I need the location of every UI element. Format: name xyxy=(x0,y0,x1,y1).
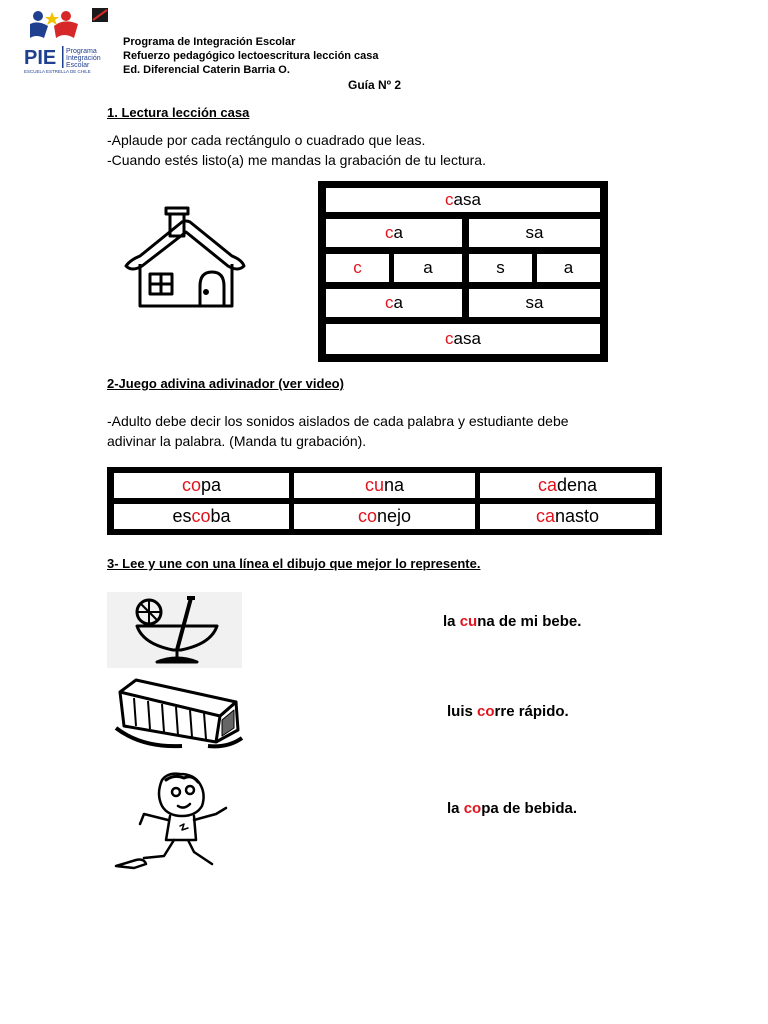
syllable-row-3-cell-2: a xyxy=(394,254,462,282)
syllable-row-3-cell-3: s xyxy=(469,254,532,282)
svg-text:Integración: Integración xyxy=(66,55,101,62)
svg-text:Programa: Programa xyxy=(66,48,97,55)
cradle-drawing-icon xyxy=(112,676,247,757)
syllable-row-2-cell-2: sa xyxy=(469,219,600,247)
syllable-row-2-cell-1: c a xyxy=(326,219,462,247)
header-line-3: Ed. Diferencial Caterin Barria O. xyxy=(123,64,290,76)
syllable-row-5: c asa xyxy=(326,324,600,354)
section-1-instructions xyxy=(107,130,486,170)
section-2-instruction-2: adivinar la palabra. (Manda tu grabación). xyxy=(107,433,367,449)
section-2-instructions xyxy=(107,411,569,451)
section-1-instruction-1: -Aplaude por cada rectángulo o cuadrado que leas. xyxy=(107,132,426,148)
drink-cup-drawing-icon xyxy=(107,592,242,668)
pie-logo-icon xyxy=(24,8,114,74)
svg-text:PIE: PIE xyxy=(24,47,57,69)
syllable-row-3-cell-4: a xyxy=(537,254,600,282)
guide-number: Guía Nº 2 xyxy=(348,78,402,92)
section-1-instruction-2: -Cuando estés listo(a) me mandas la grabación de tu lectura. xyxy=(107,152,486,168)
section-3-title: 3- Lee y une con una línea el dibujo que mejor lo represente. xyxy=(107,556,481,571)
header-line-2: Refuerzo pedagógico lectoescritura lección casa xyxy=(123,50,379,62)
svg-text:Escolar: Escolar xyxy=(66,62,90,69)
sentence-corre: luis corre rápido. xyxy=(447,703,569,720)
svg-text:ESCUELA ESTRELLA DE CHILE: ESCUELA ESTRELLA DE CHILE xyxy=(24,69,91,74)
syllable-row-4-cell-2: sa xyxy=(469,289,600,317)
word-table xyxy=(107,467,662,535)
sentence-copa: la copa de bebida. xyxy=(447,800,578,817)
word-cell-escoba: es co ba xyxy=(114,504,289,529)
running-boy-drawing-icon xyxy=(108,770,243,875)
section-2-instruction-1: -Adulto debe decir los sonidos aislados de cada palabra y estudiante debe xyxy=(107,413,569,429)
section-1-title: 1. Lectura lección casa xyxy=(107,105,250,120)
header-lines xyxy=(123,35,379,77)
sentence-cuna: la cuna de mi bebe. xyxy=(443,613,582,630)
word-cell-conejo: co nejo xyxy=(294,504,475,529)
syllable-table xyxy=(318,181,608,362)
word-cell-canasto: ca nasto xyxy=(480,504,655,529)
word-cell-cadena: ca dena xyxy=(480,473,655,498)
header-line-1: Programa de Integración Escolar xyxy=(123,36,296,48)
house-drawing-icon xyxy=(120,200,250,325)
word-cell-copa: co pa xyxy=(114,473,289,498)
syllable-row-3-cell-1: c xyxy=(326,254,389,282)
word-cell-cuna: cu na xyxy=(294,473,475,498)
syllable-row-1: c asa xyxy=(326,188,600,212)
section-2-title: 2-Juego adivina adivinador (ver video) xyxy=(107,376,344,391)
syllable-row-4-cell-1: c a xyxy=(326,289,462,317)
